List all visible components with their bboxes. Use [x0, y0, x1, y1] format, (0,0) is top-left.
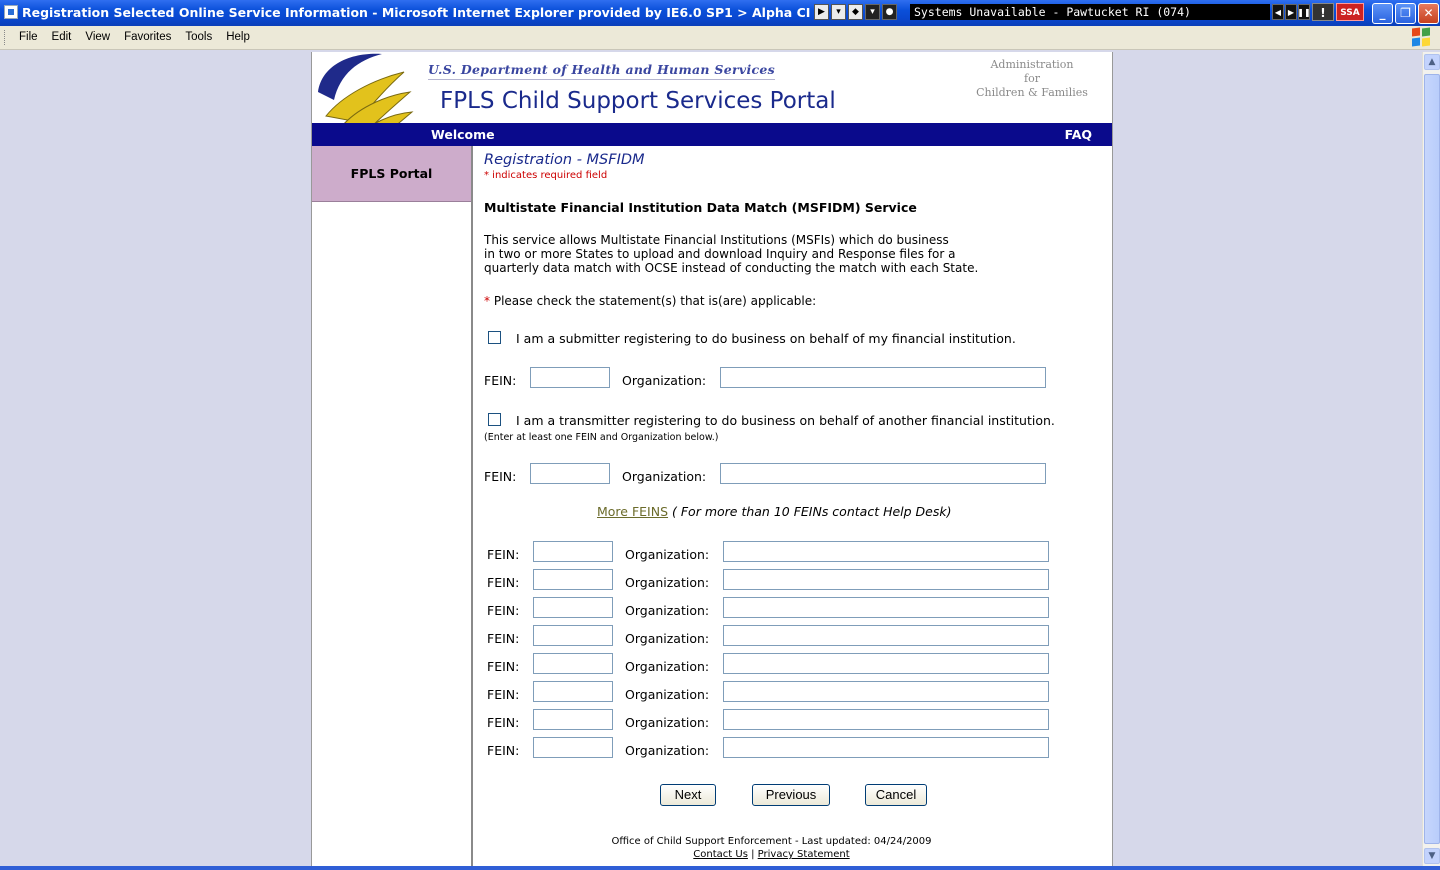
footer-links	[484, 848, 1059, 861]
organization-label: Organization:	[625, 743, 710, 758]
check-statement-prompt	[484, 294, 816, 308]
extra-fein-input[interactable]	[533, 737, 613, 758]
description-line: quarterly data match with OCSE instead of conducting the match with each State.	[484, 261, 979, 275]
required-star: *	[484, 294, 490, 308]
menu-file[interactable]: File	[19, 31, 38, 43]
fein-label: FEIN:	[487, 603, 520, 618]
fein-label: FEIN:	[487, 659, 520, 674]
window-title: Registration Selected Online Service Information - Microsoft Internet Explorer provided by IE6.0 SP1 > Alpha CI	[22, 5, 811, 20]
dropdown-arrow-icon[interactable]: ▾	[865, 4, 880, 20]
portal-title: FPLS Child Support Services Portal	[440, 88, 836, 114]
transmitter-fein-input[interactable]	[530, 463, 610, 484]
organization-label: Organization:	[625, 575, 710, 590]
next-icon[interactable]: ▶	[1285, 4, 1297, 20]
more-feins-link[interactable]: More FEINS	[597, 504, 669, 519]
more-feins-row	[597, 504, 951, 519]
scroll-down-icon[interactable]: ▼	[1424, 848, 1440, 864]
contact-us-link[interactable]: Contact Us	[693, 849, 748, 860]
record-icon[interactable]: ●	[882, 4, 897, 20]
pause-icon[interactable]: ❚❚	[1298, 4, 1310, 20]
page-footer	[484, 835, 1059, 861]
left-sidebar	[312, 146, 473, 866]
submitter-fein-input[interactable]	[530, 367, 610, 388]
extra-organization-input[interactable]	[723, 737, 1049, 758]
status-nav-controls	[1272, 4, 1310, 20]
previous-button[interactable]: Previous	[752, 784, 830, 806]
menu-view[interactable]: View	[85, 31, 111, 43]
organization-label: Organization:	[625, 603, 710, 618]
sidebar-item-fpls-portal[interactable]: FPLS Portal	[312, 146, 471, 202]
extra-fein-input[interactable]	[533, 653, 613, 674]
extra-fein-input[interactable]	[533, 709, 613, 730]
play-icon[interactable]: ▶	[814, 4, 829, 20]
acf-line-3: Children & Families	[976, 86, 1088, 99]
organization-label: Organization:	[625, 715, 710, 730]
fein-label: FEIN:	[484, 373, 517, 388]
extra-fein-input[interactable]	[533, 681, 613, 702]
organization-label: Organization:	[625, 659, 710, 674]
previous-icon[interactable]: ◀	[1272, 4, 1284, 20]
dropdown-arrow-icon[interactable]: ▾	[831, 4, 846, 20]
transmitter-checkbox-label: I am a transmitter registering to do business on behalf of another financial institution.	[516, 413, 1055, 428]
organization-label: Organization:	[622, 373, 707, 388]
menu-help[interactable]: Help	[226, 31, 250, 43]
top-nav-bar	[312, 123, 1112, 146]
systems-status-box: Systems Unavailable - Pawtucket RI (074)	[910, 4, 1270, 20]
submitter-checkbox-label: I am a submitter registering to do business on behalf of my financial institution.	[516, 331, 1016, 346]
menu-bar	[0, 26, 1440, 50]
more-feins-note: ( For more than 10 FEINs contact Help Desk)	[672, 504, 952, 519]
toolbar-strip	[814, 3, 897, 21]
fein-label: FEIN:	[487, 547, 520, 562]
toolbar-grip[interactable]	[4, 30, 7, 45]
next-button[interactable]: Next	[660, 784, 716, 806]
transmitter-hint: (Enter at least one FEIN and Organization below.)	[484, 432, 719, 443]
nav-welcome-link[interactable]: Welcome	[431, 127, 495, 142]
tool-icon[interactable]: ◆	[848, 4, 863, 20]
menu-edit[interactable]: Edit	[51, 31, 72, 43]
privacy-statement-link[interactable]: Privacy Statement	[757, 849, 850, 860]
extra-organization-input[interactable]	[723, 653, 1049, 674]
close-button[interactable]: ✕	[1418, 3, 1439, 24]
acf-label	[972, 58, 1092, 100]
footer-last-updated: Office of Child Support Enforcement - Last updated: 04/24/2009	[611, 836, 932, 847]
window-bottom-edge	[0, 866, 1440, 870]
fein-label: FEIN:	[487, 575, 520, 590]
extra-organization-input[interactable]	[723, 625, 1049, 646]
extra-organization-input[interactable]	[723, 569, 1049, 590]
ssa-badge-button[interactable]: SSA	[1336, 3, 1364, 21]
required-field-note: * indicates required field	[484, 170, 608, 181]
extra-organization-input[interactable]	[723, 541, 1049, 562]
organization-label: Organization:	[625, 631, 710, 646]
description-line: in two or more States to upload and download Inquiry and Response files for a	[484, 247, 956, 261]
nav-faq-link[interactable]: FAQ	[1064, 127, 1092, 142]
extra-fein-input[interactable]	[533, 541, 613, 562]
organization-label: Organization:	[622, 469, 707, 484]
extra-organization-input[interactable]	[723, 709, 1049, 730]
extra-organization-input[interactable]	[723, 597, 1049, 618]
maximize-button[interactable]: ❐	[1395, 3, 1416, 24]
fein-label: FEIN:	[487, 743, 520, 758]
fein-label: FEIN:	[487, 631, 520, 646]
transmitter-checkbox[interactable]	[488, 413, 501, 426]
extra-fein-input[interactable]	[533, 569, 613, 590]
main-content	[484, 146, 1104, 866]
department-name: U.S. Department of Health and Human Services	[428, 62, 775, 80]
service-title: Multistate Financial Institution Data Match (MSFIDM) Service	[484, 200, 917, 215]
cancel-button[interactable]: Cancel	[865, 784, 927, 806]
page-header	[312, 52, 1112, 122]
fein-label: FEIN:	[487, 687, 520, 702]
window-title-bar[interactable]	[0, 0, 1440, 26]
menu-tools[interactable]: Tools	[185, 31, 213, 43]
service-description	[484, 233, 1044, 275]
page-title: Registration - MSFIDM	[484, 152, 645, 168]
transmitter-organization-input[interactable]	[720, 463, 1046, 484]
acf-line-1: Administration	[990, 58, 1074, 71]
submitter-checkbox[interactable]	[488, 331, 501, 344]
extra-fein-input[interactable]	[533, 625, 613, 646]
extra-fein-input[interactable]	[533, 597, 613, 618]
portal-page	[311, 52, 1113, 866]
windows-logo-icon	[1412, 28, 1432, 48]
footer-separator: |	[751, 849, 755, 860]
check-prompt-text: Please check the statement(s) that is(are) applicable:	[493, 294, 817, 308]
scroll-up-icon[interactable]: ▲	[1424, 54, 1440, 70]
organization-label: Organization:	[625, 687, 710, 702]
organization-label: Organization:	[625, 547, 710, 562]
acf-line-2: for	[1024, 72, 1040, 85]
description-line: This service allows Multistate Financial Institutions (MSFIs) which do business	[484, 233, 949, 247]
submitter-organization-input[interactable]	[720, 367, 1046, 388]
alert-button[interactable]: !	[1312, 3, 1334, 21]
scrollbar-thumb[interactable]	[1424, 74, 1440, 844]
minimize-button[interactable]: _	[1372, 3, 1393, 24]
menu-favorites[interactable]: Favorites	[124, 31, 172, 43]
fein-label: FEIN:	[484, 469, 517, 484]
fein-label: FEIN:	[487, 715, 520, 730]
ie-page-icon	[4, 5, 18, 19]
vertical-scrollbar[interactable]	[1422, 52, 1440, 866]
extra-organization-input[interactable]	[723, 681, 1049, 702]
